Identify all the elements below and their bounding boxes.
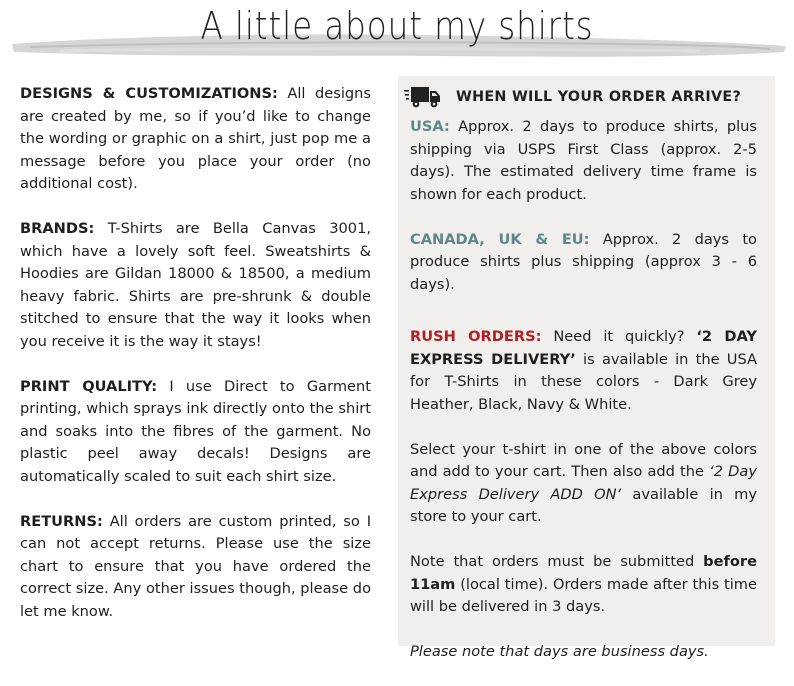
- brands-text: T-Shirts are Bella Canvas 3001, which have a lovely soft feel. Sweatshirts & Hoodies are Gildan 18000 & 18500, a medium heavy fabric. Shirts are pre-shrunk & double stitched to ensure that the way it looks when you receive it is the way it stays!: [20, 220, 371, 350]
- rush-text-2: is available in the USA for T-Shirts in these colors - Dark Grey Heather, Black, Navy & White.: [410, 350, 757, 413]
- usa-label: USA:: [410, 118, 450, 135]
- select-text-1: Select your t-shirt in one of the above colors and add to your cart. Then also add the: [410, 440, 757, 480]
- returns-text: All orders are custom printed, so I can not accept returns. Please use the size chart to ensure that you have ordered the correct size. Any other issues though, please do let me know.: [20, 512, 371, 620]
- designs-text: All designs are created by me, so if you’d like to change the wording or graphic on a shirt, just pop me a message before you place your order (no additional cost).: [20, 85, 372, 192]
- delivery-heading: WHEN WILL YOUR ORDER ARRIVE?: [456, 89, 742, 105]
- canada-label: CANADA, UK & EU:: [410, 230, 590, 248]
- rush-text-1: Need it quickly?: [541, 328, 697, 345]
- brands-section: [20, 218, 371, 353]
- note-text-2: (local time). Orders made after this time will be delivered in 3 days.: [410, 575, 757, 615]
- cutoff-time: before 11am: [410, 553, 757, 593]
- delivery-truck-icon: [404, 85, 442, 109]
- shirt-info-column: [20, 83, 371, 646]
- select-section: [410, 439, 757, 529]
- canada-text: Approx. 2 days to produce shirts plus shipping (approx 3 - 6 days).: [410, 230, 757, 293]
- designs-section: [20, 83, 371, 196]
- designs-label: DESIGNS & CUSTOMIZATIONS:: [20, 85, 278, 102]
- canada-section: [410, 229, 757, 297]
- usa-text: Approx. 2 days to produce shirts, plus shipping via USPS First Class (approx. 2-5 days). The estimated delivery time frame is shown for each product.: [410, 118, 757, 203]
- delivery-info-panel: [398, 76, 775, 660]
- header: [0, 0, 794, 70]
- note-text-1: Note that orders must be submitted: [410, 553, 704, 570]
- select-text-2: available in my store to your cart.: [410, 485, 757, 525]
- returns-section: [20, 511, 371, 624]
- delivery-text: [410, 116, 757, 686]
- brands-label: BRANDS:: [20, 220, 95, 237]
- print-quality-text: I use Direct to Garment printing, which sprays ink directly onto the shirt and soaks into the fibres of the garment. No plastic peel away decals! Designs are automatically scaled to suit each shirt size.: [20, 377, 371, 485]
- note-section: [410, 551, 757, 619]
- page-title: A little about my shirts: [200, 4, 594, 48]
- business-days-note: Please note that days are business days.: [410, 643, 709, 660]
- rush-section: [410, 326, 757, 416]
- print-quality-label: PRINT QUALITY:: [20, 377, 158, 395]
- print-quality-section: [20, 376, 371, 489]
- rush-label: RUSH ORDERS:: [410, 328, 542, 345]
- express-delivery-highlight: ‘2 DAY EXPRESS DELIVERY’: [410, 328, 757, 368]
- delivery-heading-row: [404, 84, 764, 110]
- returns-label: RETURNS:: [20, 512, 103, 530]
- usa-section: [410, 116, 757, 206]
- express-addon-name: ‘2 Day Express Delivery ADD ON’: [410, 463, 758, 503]
